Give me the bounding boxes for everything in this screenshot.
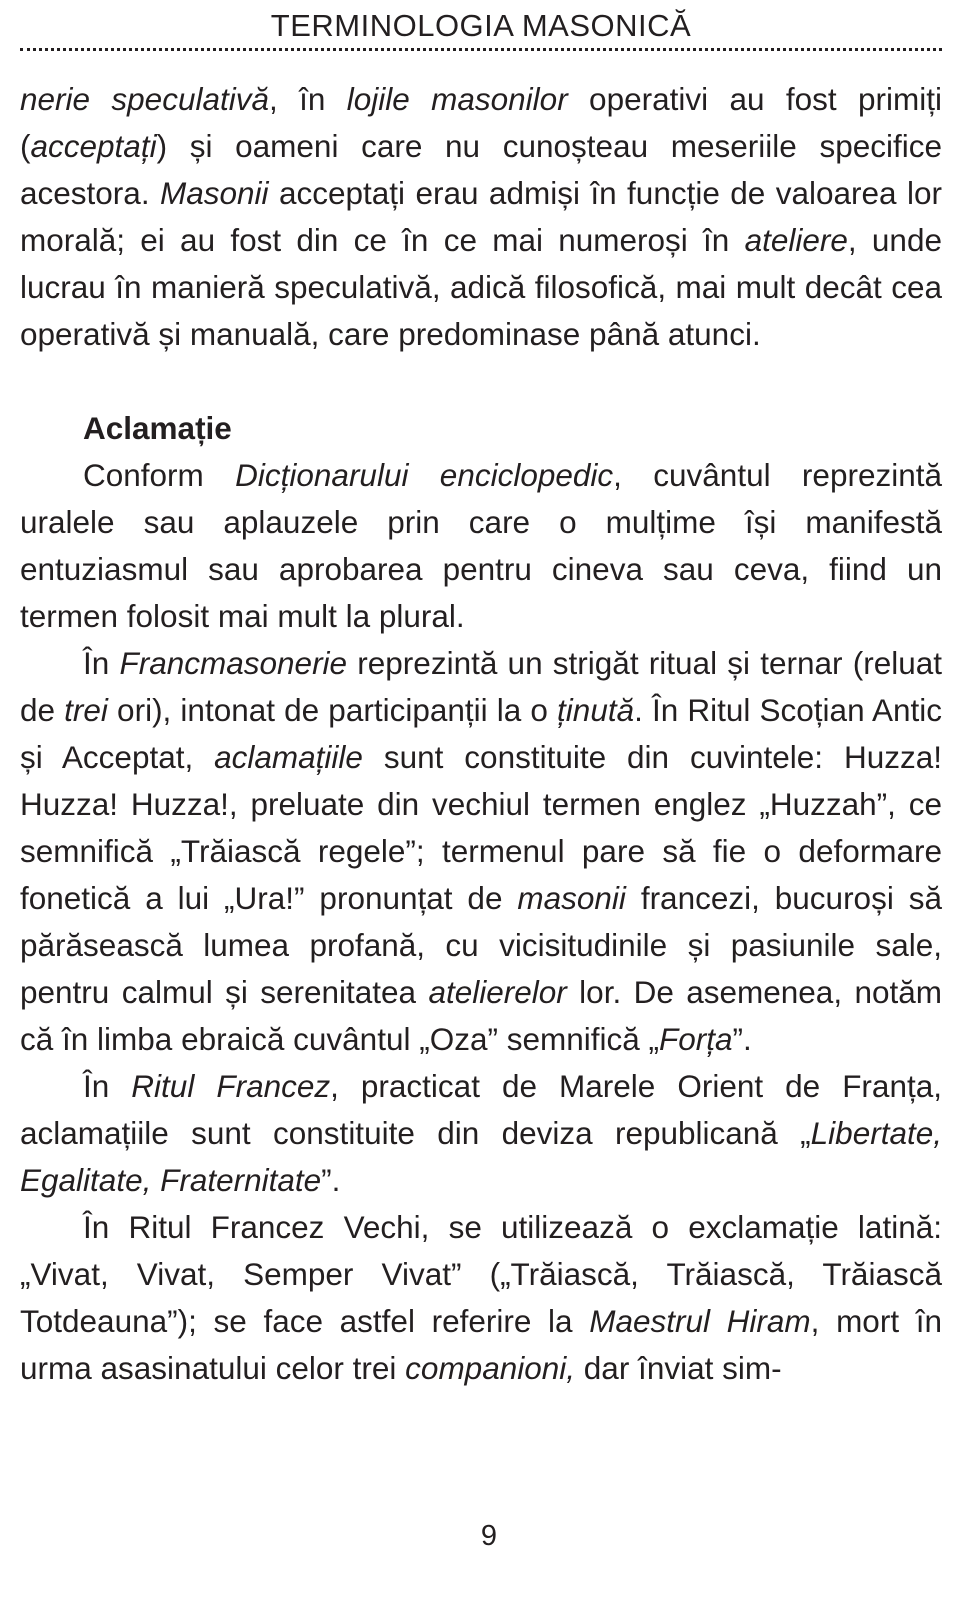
text-run: , practicat de Marele Orient de Franța, aclamațiile sunt constituite din deviza republicană „	[20, 1068, 942, 1151]
text-run: ) și oameni care nu cunoșteau meseriile specifice acestora.	[20, 128, 942, 211]
italic-text-run: Masonii	[160, 175, 269, 211]
italic-text-run: trei	[64, 692, 108, 728]
running-header: TERMINOLOGIA MASONICĂ	[270, 8, 692, 43]
italic-text-run: Ritul Francez	[131, 1068, 331, 1104]
page-body	[20, 76, 942, 1392]
text-run: dar înviat sim-	[575, 1350, 782, 1386]
italic-text-run: aclamațiile	[214, 739, 363, 775]
italic-text-run: Dicționarului enciclopedic	[235, 457, 614, 493]
text-run: . În Ritul Scoțian Antic și Acceptat,	[20, 692, 943, 775]
paragraph-definition	[20, 452, 942, 640]
paragraph-ritul-francez	[20, 1063, 942, 1204]
italic-text-run: Francmasonerie	[119, 645, 348, 681]
text-run: În	[83, 1068, 132, 1104]
header-dotted-rule	[20, 48, 942, 51]
italic-text-run: masonii	[517, 880, 626, 916]
text-run: , cuvântul reprezintă uralele sau aplauzele prin care o mulțime își manifestă entuziasmul sau aprobarea pentru cineva sau ceva, fiind un termen folosit mai mult la plural.	[20, 457, 943, 634]
text-run: ori), intonat de participanții la o	[107, 692, 558, 728]
text-run: În	[83, 645, 120, 681]
text-run: lor. De asemenea, notăm că în limba ebraică cuvântul „Oza” semnifică „	[20, 974, 943, 1057]
text-run: ”.	[321, 1162, 341, 1198]
italic-text-run: atelierelor	[428, 974, 567, 1010]
text-run: , mort în urma asasinatului celor trei	[20, 1303, 942, 1386]
text-run: reprezintă un strigăt ritual și ternar (reluat de	[20, 645, 942, 728]
italic-text-run: nerie speculativă	[20, 81, 269, 117]
paragraph-ritul-francez-vechi	[20, 1204, 942, 1392]
text-run: , în	[269, 81, 347, 117]
italic-text-run: ținută	[557, 692, 635, 728]
italic-text-run: companioni,	[405, 1350, 576, 1386]
intro-paragraph	[20, 76, 942, 358]
italic-text-run: Forța	[659, 1021, 733, 1057]
text-run: acceptați erau admiși în funcție de valoarea lor morală; ei au fost din ce în ce mai numeroși în	[20, 175, 942, 258]
text-run: , unde lucrau în manieră speculativă, adică filosofică, mai mult decât cea operativă și manuală, care predominase până atunci.	[20, 222, 942, 352]
text-run: operativi au fost primiți (	[20, 81, 943, 164]
italic-text-run: lojile masonilor	[346, 81, 568, 117]
text-run: Conform	[83, 457, 236, 493]
text-run: francezi, bucuroși să părăsească lumea profană, cu vicisitudinile și pasiunile sale, pentru calmul și serenitatea	[20, 880, 942, 1010]
section-heading: Aclamație	[83, 410, 232, 446]
italic-text-run: Libertate, Egalitate, Fraternitate	[20, 1115, 942, 1198]
text-run: sunt constituite din cuvintele: Huzza! Huzza! Huzza!, preluate din vechiul termen englez „Huzzah”, ce semnifică „Trăiască regele”; termenul pare să fie o deformare fonetică a lui „Ura!” pronunțat de	[20, 739, 942, 916]
text-run: ”.	[732, 1021, 752, 1057]
text-run: În Ritul Francez Vechi, se utilizează o exclamație latină: „Vivat, Vivat, Semper Vivat” („Trăiască, Trăiască, Trăiască Totdeauna”); se face astfel referire la	[20, 1209, 942, 1339]
italic-text-run: Maestrul Hiram	[589, 1303, 811, 1339]
page-number: 9	[480, 1520, 498, 1552]
italic-text-run: ateliere	[744, 222, 848, 258]
paragraph-francmasonerie	[20, 640, 942, 1063]
italic-text-run: acceptați	[30, 128, 157, 164]
